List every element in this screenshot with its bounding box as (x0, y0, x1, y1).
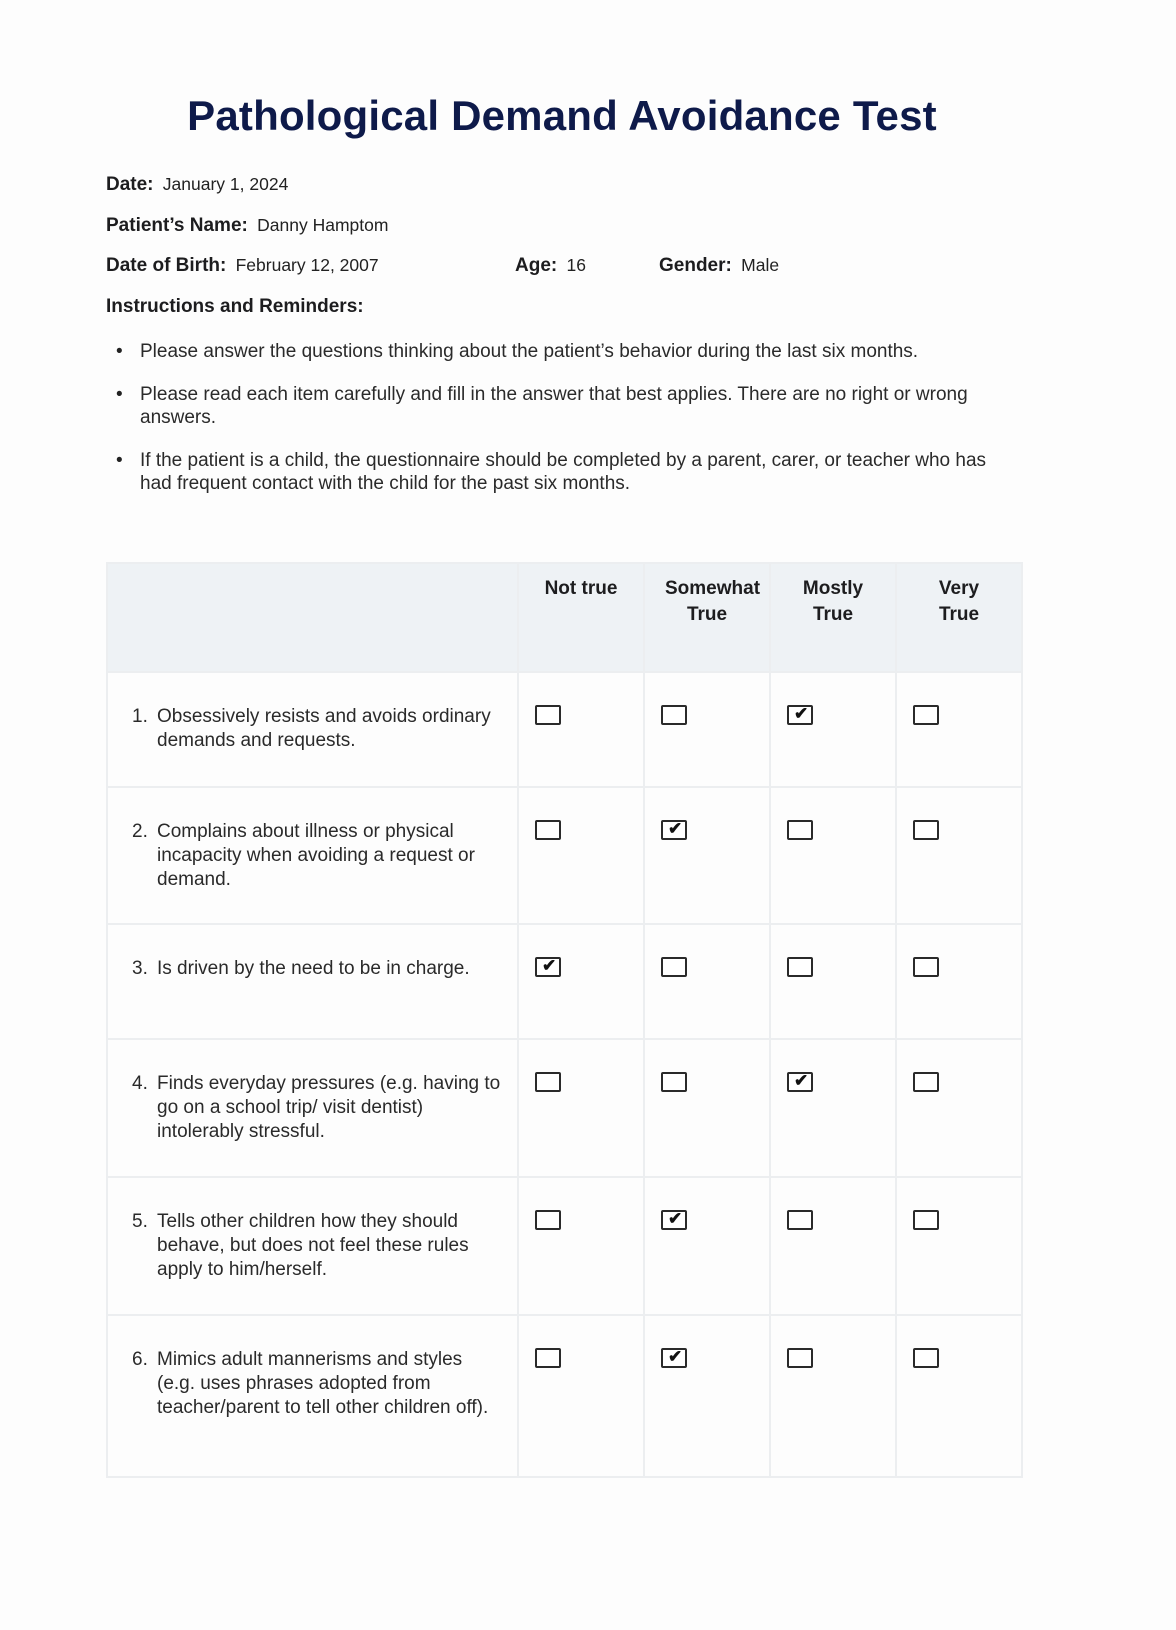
checkmark-icon: ✔ (794, 1071, 809, 1090)
question-text: Complains about illness or physical incapacity when avoiding a request or demand. (157, 821, 475, 890)
checkbox-not-true[interactable] (535, 957, 561, 977)
question-cell (107, 1315, 518, 1477)
header-very-true: Very True (896, 563, 1022, 672)
checkbox-not-true[interactable] (535, 1348, 561, 1368)
answer-cell-somewhat-true (644, 1315, 770, 1477)
answer-cell-somewhat-true (644, 924, 770, 1039)
answer-cell-mostly-true (770, 1177, 896, 1315)
question-number: 6. (132, 1349, 148, 1370)
checkbox-somewhat-true[interactable] (661, 1072, 687, 1092)
answer-cell-very-true (896, 787, 1022, 924)
question-text: Mimics adult mannerisms and styles (e.g. uses phrases adopted from teacher/parent to tell other children off). (157, 1349, 489, 1418)
answer-cell-very-true (896, 1039, 1022, 1177)
checkbox-very-true[interactable] (913, 705, 939, 725)
answer-cell-not-true (518, 1039, 644, 1177)
answer-cell-mostly-true (770, 924, 896, 1039)
table-row (107, 1177, 1022, 1315)
answer-cell-not-true (518, 672, 644, 787)
age-field (515, 255, 586, 277)
date-label: Date: (106, 174, 154, 195)
checkbox-somewhat-true[interactable] (661, 705, 687, 725)
header-question (107, 563, 518, 672)
checkmark-icon: ✔ (794, 704, 809, 723)
question-number: 4. (132, 1073, 148, 1094)
checkbox-somewhat-true[interactable] (661, 820, 687, 840)
checkbox-very-true[interactable] (913, 1072, 939, 1092)
header-somewhat-true: Somewhat True (644, 563, 770, 672)
checkbox-very-true[interactable] (913, 820, 939, 840)
answer-cell-not-true (518, 924, 644, 1039)
checkbox-mostly-true[interactable] (787, 820, 813, 840)
age-label: Age: (515, 255, 558, 276)
question-cell (107, 1177, 518, 1315)
question-cell (107, 787, 518, 924)
age-value: 16 (566, 255, 586, 275)
gender-value: Male (741, 255, 780, 275)
question-number: 3. (132, 958, 148, 979)
question-text: Obsessively resists and avoids ordinary demands and requests. (157, 706, 491, 751)
question-text: Finds everyday pressures (e.g. having to go on a school trip/ visit dentist) intolerably stressful. (157, 1073, 501, 1142)
instructions-list (106, 340, 996, 515)
question-number: 5. (132, 1211, 148, 1232)
dob-field (106, 255, 379, 277)
dob-value: February 12, 2007 (235, 255, 379, 275)
checkbox-not-true[interactable] (535, 820, 561, 840)
answer-cell-mostly-true (770, 1039, 896, 1177)
answer-cell-somewhat-true (644, 672, 770, 787)
table-row (107, 787, 1022, 924)
answer-cell-mostly-true (770, 1315, 896, 1477)
checkbox-mostly-true[interactable] (787, 1072, 813, 1092)
answer-cell-mostly-true (770, 787, 896, 924)
question-cell (107, 1039, 518, 1177)
question-text: Tells other children how they should behave, but does not feel these rules apply to him/herself. (157, 1211, 469, 1280)
checkbox-not-true[interactable] (535, 1072, 561, 1092)
checkbox-mostly-true[interactable] (787, 1210, 813, 1230)
dob-label: Date of Birth: (106, 255, 227, 276)
answer-cell-very-true (896, 1177, 1022, 1315)
checkbox-somewhat-true[interactable] (661, 1348, 687, 1368)
table-row (107, 924, 1022, 1039)
answer-cell-somewhat-true (644, 787, 770, 924)
answer-cell-somewhat-true (644, 1039, 770, 1177)
question-text: Is driven by the need to be in charge. (157, 958, 470, 979)
checkmark-icon: ✔ (542, 956, 557, 975)
answer-cell-very-true (896, 1315, 1022, 1477)
checkbox-not-true[interactable] (535, 705, 561, 725)
table-row (107, 1315, 1022, 1477)
question-number: 2. (132, 821, 148, 842)
checkbox-mostly-true[interactable] (787, 705, 813, 725)
question-cell (107, 672, 518, 787)
instruction-item: • Please answer the questions thinking about the patient’s behavior during the last six months. (106, 340, 996, 363)
page-title: Pathological Demand Avoidance Test (187, 92, 937, 139)
checkmark-icon: ✔ (668, 1347, 683, 1366)
answer-cell-very-true (896, 924, 1022, 1039)
gender-label: Gender: (659, 255, 732, 276)
instruction-item: • Please read each item carefully and fill in the answer that best applies. There are no right or wrong answers. (106, 383, 996, 429)
instruction-item: • If the patient is a child, the questionnaire should be completed by a parent, carer, or teacher who has had frequent contact with the child for the past six months. (106, 449, 996, 495)
header-not-true: Not true (518, 563, 644, 672)
answer-cell-not-true (518, 1315, 644, 1477)
table-row (107, 1039, 1022, 1177)
answer-cell-not-true (518, 787, 644, 924)
questionnaire-table (106, 562, 1023, 1478)
answer-cell-very-true (896, 672, 1022, 787)
table-row (107, 672, 1022, 787)
gender-field (659, 255, 779, 277)
question-number: 1. (132, 706, 148, 727)
date-field (106, 174, 288, 196)
checkbox-somewhat-true[interactable] (661, 1210, 687, 1230)
instructions-title: Instructions and Reminders: (106, 296, 364, 317)
checkmark-icon: ✔ (668, 1209, 683, 1228)
table-header-row (107, 563, 1022, 672)
patient-name-label: Patient’s Name: (106, 215, 248, 236)
header-mostly-true: Mostly True (770, 563, 896, 672)
checkbox-not-true[interactable] (535, 1210, 561, 1230)
answer-cell-somewhat-true (644, 1177, 770, 1315)
answer-cell-mostly-true (770, 672, 896, 787)
checkbox-very-true[interactable] (913, 1348, 939, 1368)
checkbox-very-true[interactable] (913, 957, 939, 977)
checkbox-somewhat-true[interactable] (661, 957, 687, 977)
checkbox-very-true[interactable] (913, 1210, 939, 1230)
question-cell (107, 924, 518, 1039)
checkbox-mostly-true[interactable] (787, 957, 813, 977)
date-value: January 1, 2024 (162, 174, 289, 194)
answer-cell-not-true (518, 1177, 644, 1315)
checkmark-icon: ✔ (668, 819, 683, 838)
patient-name-value: Danny Hamptom (257, 215, 389, 235)
patient-name-field (106, 215, 388, 237)
checkbox-mostly-true[interactable] (787, 1348, 813, 1368)
